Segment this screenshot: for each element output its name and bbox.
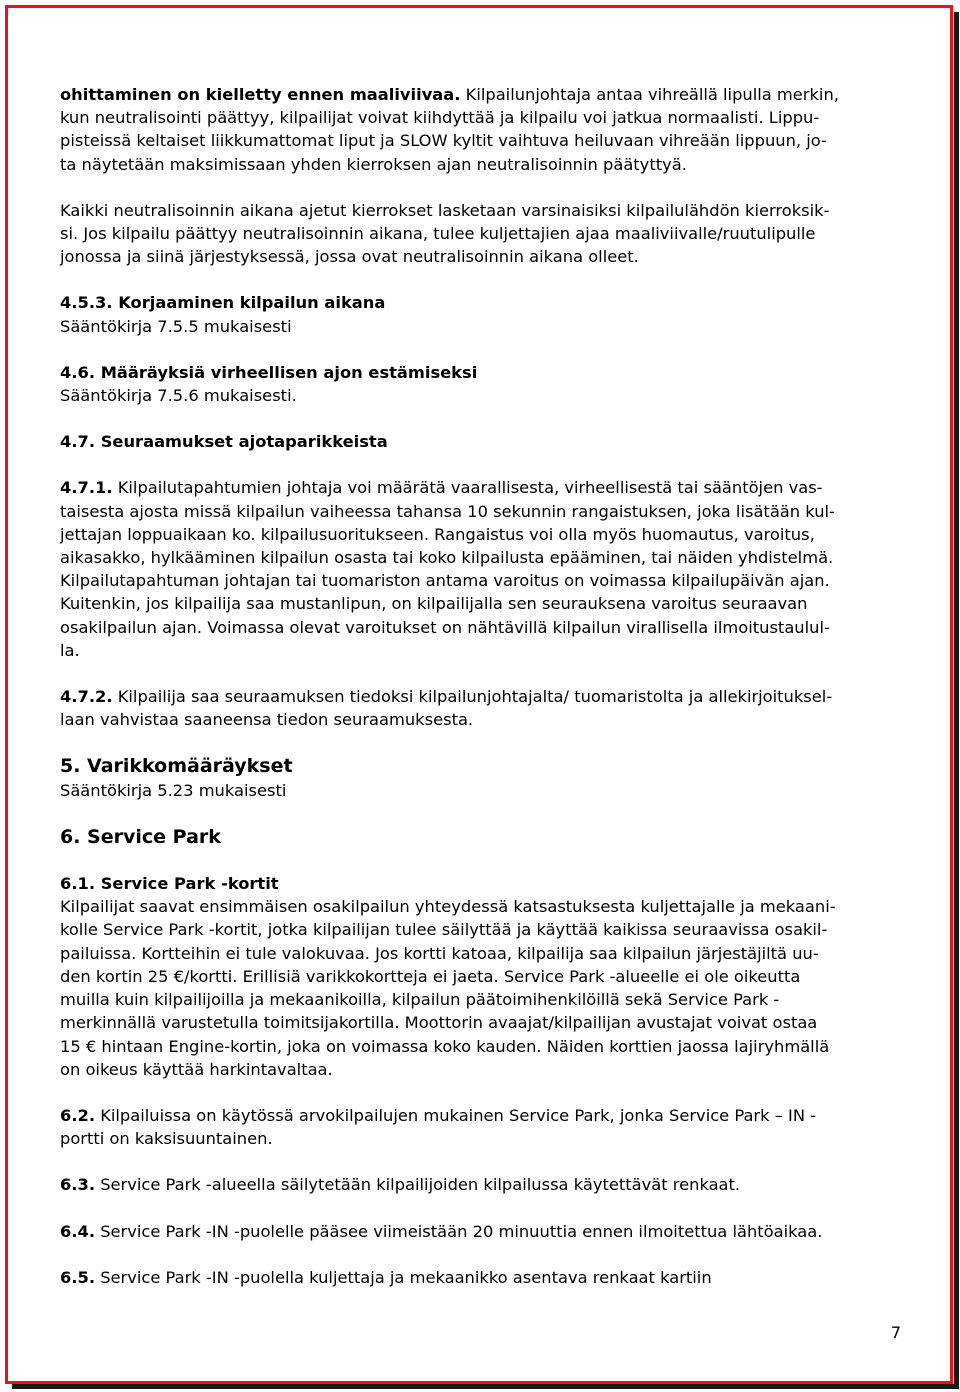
bold-lead-text: ohittaminen on kielletty ennen maaliviivaa. [60,85,461,104]
section-number: 4.7.2. [60,687,113,707]
section-6-5: 6.5. Service Park -IN -puolella kuljettaja ja mekaanikko asentava renkaat kartiin [60,1267,712,1287]
page-shadow-bottom [12,1384,959,1389]
section-number: 6.5. [60,1267,96,1287]
section-heading: 4.5.3. Korjaaminen kilpailun aikana [60,293,386,313]
page-number: 7 [890,1323,901,1342]
section-heading: 4.7. Seuraamukset ajotaparikkeista [60,432,388,452]
section-5: 5. Varikkomääräykset Sääntökirja 5.23 mukaisesti [60,755,293,800]
page-shadow-right [954,12,959,1387]
section-4-7-1: 4.7.1. Kilpailutapahtumien johtaja voi määrätä vaarallisesta, virheellisestä tai sääntöjen vas- taisesta ajosta missä kilpailun vaiheessa tahansa 10 sekunnin rangaistuksen, joka lisätään kul- jettajan loppuaikaan ko. kilpailusuoritukseen. Rangaistus voi olla myös huomautus, varoitus, aikasakko, hylkääminen kilpailun osasta tai koko kilpailusta epääminen, tai näiden yhdistelmä. Kilpailutapahtuman johtajan tai tuomariston antama varoitus on voimassa kilpailupäivän ajan. Kuitenkin, jos kilpailija saa mustanlipun, on kilpailijalla sen seurauksena varoitus seuraavan osakilpailun ajan. Voimassa olevat varoitukset on nähtävillä kilpailun virallisella ilmoitustaulul- la. [60,478,835,660]
section-heading: 6.1. Service Park -kortit [60,874,279,894]
section-6-4: 6.4. Service Park -IN -puolelle pääsee viimeistään 20 minuuttia ennen ilmoitettua lähtöaikaa. [60,1221,823,1241]
paragraph-neutralisation-end: ohittaminen on kielletty ennen maaliviivaa. Kilpailunjohtaja antaa vihreällä lipulla merkin, kun neutralisointi päättyy, kilpailijat voivat kiihdyttää ja kilpailu voi jatkua normaalisti. Lippu- pisteissä keltaiset liikkumattomat liput ja SLOW kyltit vaihtuva heiluvaan vihreään lippuun, jo- ta näytetään maksimissaan yhden kierroksen ajan neutralisoinnin päätyttyä. [60,85,839,174]
section-heading: 4.6. Määräyksiä virheellisen ajon estämiseksi [60,362,478,382]
section-number: 4.7.1. [60,478,113,498]
chapter-heading: 5. Varikkomääräykset [60,755,293,778]
section-6 [60,825,898,849]
section-6-1: 6.1. Service Park -kortit Kilpailijat saavat ensimmäisen osakilpailun yhteydessä katsastuksesta kuljettajalle ja mekaani- kolle Service Park -kortit, jotka kilpailijan tulee säilyttää ja käyttää kaikissa seuraavissa osakil- pailuissa. Kortteihin ei tule valokuvaa. Jos kortti katoaa, kilpailija saa kilpailun järjestäjiltä uu- den kortin 25 €/kortti. Erillisiä varikkokortteja ei jaeta. Service Park -alueelle ei ole oikeutta muilla kuin kilpailijoilla ja mekaanikoilla, kilpailun päätoimihenkilöillä sekä Service Park - merkinnällä varustetulla toimitsijakortilla. Moottorin avaajat/kilpailijan avustajat voivat ostaa 15 € hintaan Engine-kortin, joka on voimassa koko kauden. Näiden korttien jaossa lajiryhmällä on oikeus käyttää harkintavaltaa. [60,874,836,1079]
paragraph-neutralisation-laps: Kaikki neutralisoinnin aikana ajetut kierrokset lasketaan varsinaisiksi kilpailulähdön kierroksik- si. Jos kilpailu päättyy neutralisoinnin aikana, tulee kuljettajien ajaa maaliviivalle/ruutulipulle jonossa ja siinä järjestyksessä, jossa ovat neutralisoinnin aikana olleet. [60,200,830,267]
section-4-6: 4.6. Määräyksiä virheellisen ajon estämiseksi Sääntökirja 7.5.6 mukaisesti. [60,362,478,406]
chapter-heading: 6. Service Park [60,825,221,848]
section-4-7-2: 4.7.2. Kilpailija saa seuraamuksen tiedoksi kilpailunjohtajalta/ tuomaristolta ja allekirjoituksel- laan vahvistaa saaneensa tiedon seuraamuksesta. [60,687,833,730]
document-body [60,83,898,1289]
section-number: 6.4. [60,1221,96,1241]
section-number: 6.3. [60,1175,96,1195]
section-6-3: 6.3. Service Park -alueella säilytetään kilpailijoiden kilpailussa käytettävät renkaat. [60,1175,741,1195]
section-4-5-3: 4.5.3. Korjaaminen kilpailun aikana Sääntökirja 7.5.5 mukaisesti [60,293,386,336]
section-number: 6.2. [60,1105,96,1125]
section-6-2: 6.2. Kilpailuissa on käytössä arvokilpailujen mukainen Service Park, jonka Service Park – IN - portti on kaksisuuntainen. [60,1105,817,1149]
section-4-7 [60,430,898,453]
